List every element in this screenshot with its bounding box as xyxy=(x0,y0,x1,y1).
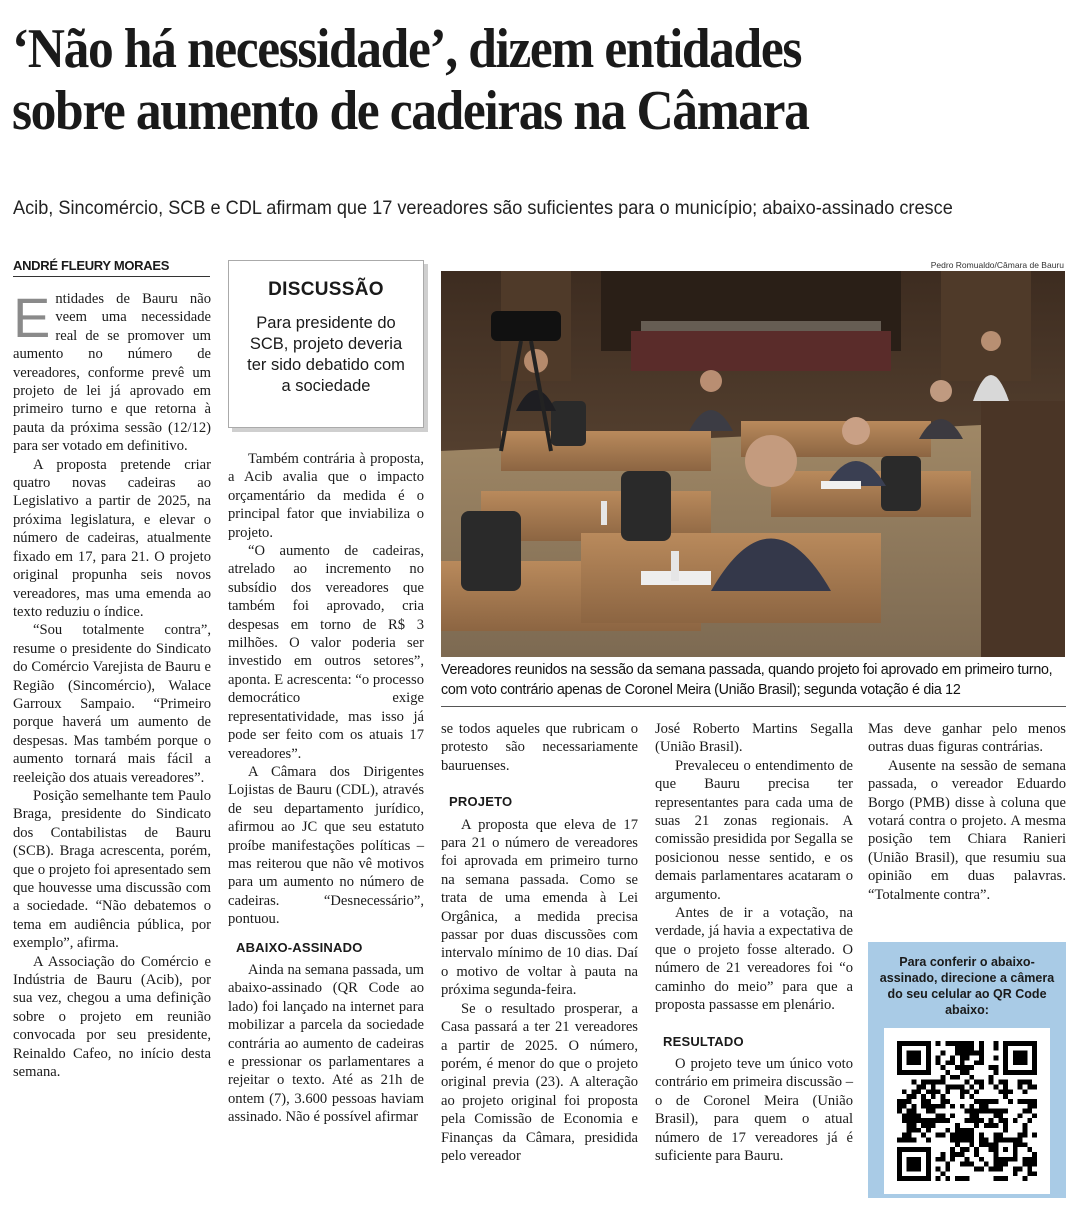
paragraph: Mas deve ganhar pelo menos outras duas figuras contrárias. xyxy=(868,721,1066,756)
paragraph: Entidades de Bauru não veem uma necessidade real de se promover um aumento no número de vereadores, conforme prevê um projeto de lei já aprovado em primeiro turno e que retorna à pauta da próxima sessão (12/12) para ser votado em definitivo. xyxy=(13,286,211,455)
paragraph: Antes de ir a votação, na verdade, já havia a expectativa de que o projeto fosse alterado. O número de 21 vereadores foi “o caminho do meio” para que a proposta passasse em plenário. xyxy=(655,905,853,1014)
byline: ANDRÉ FLEURY MORAES xyxy=(13,258,210,277)
section-heading-abaixo-assinado: ABAIXO-ASSINADO xyxy=(236,939,363,955)
column-4 xyxy=(655,720,853,1165)
paragraph: Ainda na semana passada, um abaixo-assinado (QR Code ao lado) foi lançado na internet para mobilizar a parcela da sociedade contrária ao aumento de cadeiras e pressionar os parlamentares a rejeitar o texto. Até as 21h de ontem (7), 3.600 pessoas haviam assinado. Não é possível afirmar xyxy=(228,961,424,1126)
pull-quote-box xyxy=(228,260,424,428)
column-3 xyxy=(441,720,638,1165)
paragraph: Prevaleceu o entendimento de que Bauru precisa ter representantes para cada uma de suas 21 zonas regionais. A comissão presidida por Segalla se posicionou nesse sentido, e os demais parlamentares acataram o argumento. xyxy=(655,757,853,903)
photo-credit: Pedro Romualdo/Câmara de Bauru xyxy=(930,260,1064,270)
headline-line-2: sobre aumento de cadeiras na Câmara xyxy=(12,80,809,142)
qr-code-box xyxy=(868,942,1066,1198)
paragraph: O projeto teve um único voto contrário em primeira discussão – o de Coronel Meira (União Brasil), para quem o atual número de 17 vereadores já é suficiente para Bauru. xyxy=(655,1055,853,1164)
paragraph: A proposta pretende criar quatro novas cadeiras ao Legislativo a partir de 2025, na próxima legislatura, e elevar o número de cadeiras, atualmente fixado em 17, para 21. O projeto original propunha seis novos vereadores, mas uma emenda ao texto reduziu o índice. xyxy=(13,456,211,620)
paragraph: se todos aqueles que rubricam o protesto são necessariamente bauruenses. xyxy=(441,721,638,774)
paragraph: José Roberto Martins Segalla (União Brasil). xyxy=(655,721,853,756)
section-heading-resultado: RESULTADO xyxy=(663,1033,744,1049)
paragraph: Também contrária à proposta, a Acib avalia que o impacto orçamentário da medida é o principal fator que inviabiliza o projeto. xyxy=(228,451,424,541)
paragraph: A proposta que eleva de 17 para 21 o número de vereadores foi aprovada em primeiro turno na semana passada. Como se trata de uma emenda à Lei Orgânica, a medida precisa passar por duas discussões com intervalo mínimo de 10 dias. Daí o motivo de voltar à pauta na próxima segunda-feira. xyxy=(441,816,638,999)
column-5 xyxy=(868,720,1066,904)
pull-quote-text: Para presidente do SCB, projeto deveria ter sido debatido com a sociedade xyxy=(247,314,405,395)
qr-code-wrapper xyxy=(884,1028,1050,1194)
paragraph: “Sou totalmente contra”, resume o presidente do Sindicato do Comércio Varejista de Bauru e Região (Sincomércio), Walace Garroux Sampaio. “Primeiro porque haverá um aumento de despesas. Mas também porque o aumento tornará mais fácil a reeleição dos atuais vereadores”. xyxy=(13,622,211,786)
paragraph: Posição semelhante tem Paulo Braga, presidente do Sindicato dos Contabilistas de Bauru (SCB). Braga acrescenta, porém, que o projeto foi apresentado sem que houvesse uma discussão com a sociedade. “Não debatemos o tema em audiência pública, por exemplo”, afirma. xyxy=(13,787,211,952)
qr-instructions: Para conferir o abaixo-assinado, direcione a câmera do seu celular ao QR Code abaixo: xyxy=(879,955,1055,1017)
column-2 xyxy=(228,450,424,1127)
qr-code-icon[interactable] xyxy=(897,1041,1037,1181)
council-session-photo xyxy=(441,271,1065,657)
section-heading-projeto: PROJETO xyxy=(449,794,513,810)
column-1 xyxy=(13,286,211,1081)
paragraph: Ausente na sessão de semana passada, o vereador Eduardo Borgo (PMB) disse à coluna que votará contra o projeto. A mesma posição tem Chiara Ranieri (União Brasil), que resumiu sua opinião em duas palavras. “Totalmente contra”. xyxy=(868,757,1066,903)
dropcap: E xyxy=(13,286,51,349)
headline xyxy=(12,18,980,142)
paragraph: “O aumento de cadeiras, atrelado ao incremento no subsídio dos vereadores que também foi aprovado, cria despesas em torno de R$ 3 milhões. O valor poderia ser investido em outros setores”, aponta. E acrescenta: “o processo democrático exige representatividade, mas isso já pode ser feito com os atuais 17 vereadores”. xyxy=(228,543,424,762)
paragraph: A Câmara dos Dirigentes Lojistas de Bauru (CDL), através de seu departamento jurídico, afirmou ao JC que seu estatuto proíbe manifestações políticas – mas reiterou que não vê motivos para um aumento no número de cadeiras. “Desnecessário”, pontuou. xyxy=(228,763,424,928)
pull-quote-kicker: DISCUSSÃO xyxy=(268,279,384,300)
subheadline: Acib, Sincomércio, SCB e CDL afirmam que 17 vereadores são suficientes para o município; abaixo-assinado cresce xyxy=(13,197,953,219)
paragraph: A Associação do Comércio e Indústria de Bauru (Acib), por sua vez, chegou a uma definição sobre o projeto em reunião convocada por seu presidente, Reinaldo Cafeo, no início desta semana. xyxy=(13,953,211,1081)
headline-line-1: ‘Não há necessidade’, dizem entidades xyxy=(12,18,801,80)
photo-caption: Vereadores reunidos na sessão da semana passada, quando projeto foi aprovado em primeiro turno, com voto contrário apenas de Coronel Meira (União Brasil); segunda votação é dia 12 xyxy=(441,660,1066,707)
paragraph: Se o resultado prosperar, a Casa passará a ter 21 vereadores a partir de 2025. O número, porém, é menor do que o projeto original previa (23). A alteração ao projeto original foi proposta pela Comissão de Economia e Finanças da Câmara, presidida pelo vereador xyxy=(441,1000,638,1164)
photo-illustration xyxy=(441,271,1065,657)
